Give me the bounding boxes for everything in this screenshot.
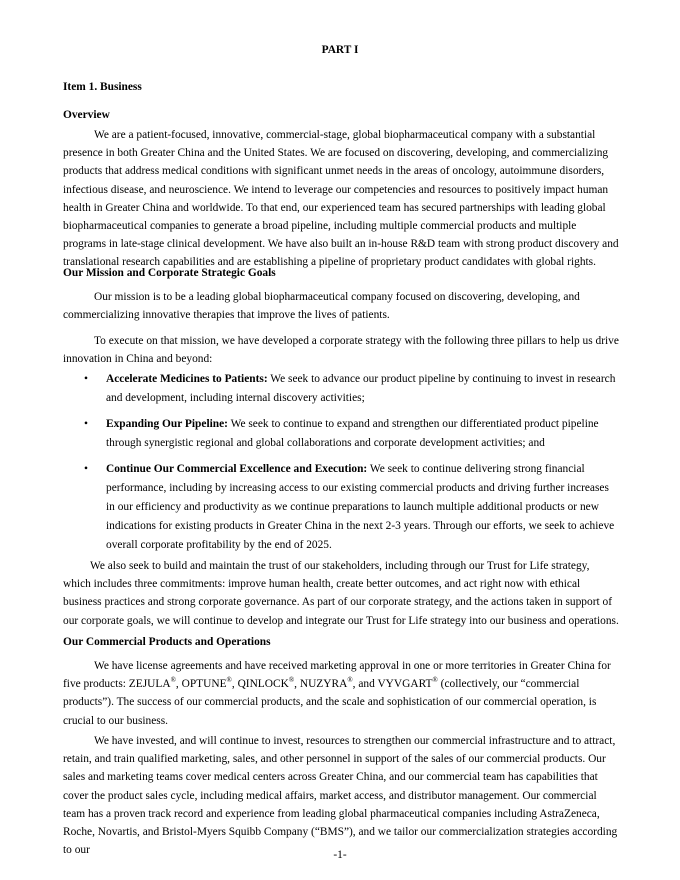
- product-name: OPTUNE: [181, 678, 227, 691]
- text: (collectively, our “commercial products”). The success of our commercial products, and the scale and sophistication of our commercial operation, is crucial to our business.: [63, 678, 597, 727]
- bullet-icon: •: [84, 463, 88, 475]
- item-heading: Item 1. Business: [63, 81, 142, 93]
- commercial-paragraph-1: [63, 657, 619, 730]
- registered-mark: ®: [226, 676, 232, 685]
- registered-mark: ®: [288, 676, 295, 685]
- mission-paragraph: Our mission is to be a leading global biopharmaceutical company focused on discovering, developing, and commercializing innovative therapies that improve the lives of patients.: [63, 291, 580, 322]
- bullet-lead: Continue Our Commercial Excellence and Execution:: [106, 463, 368, 475]
- bullet-text: We seek to continue delivering strong financial performance, including by increasing access to our existing commercial products and driving further increases in our efficiency and productivity as we continue preparations to launch multiple additional products or new indications for existing products in Greater China in the next 2-3 years. Through our efforts, we seek to achieve overall corporate profitability by the end of 2025.: [106, 463, 615, 551]
- text: ,: [231, 678, 238, 691]
- list-item: [63, 415, 619, 453]
- strategy-paragraph: To execute on that mission, we have developed a corporate strategy with the following three pillars to help us drive innovation in China and beyond:: [63, 335, 619, 366]
- commercial-heading: Our Commercial Products and Operations: [63, 636, 271, 648]
- page-number: -1-: [333, 849, 347, 861]
- list-item: [63, 370, 619, 408]
- bullet-icon: •: [84, 418, 88, 430]
- part-title: PART I: [321, 44, 359, 56]
- registered-mark: ®: [170, 676, 176, 685]
- bullet-text: We seek to advance our product pipeline by continuing to invest in research and development, including internal discovery activities;: [106, 373, 616, 404]
- list-item: [63, 460, 619, 555]
- commercial-paragraph-2: We have invested, and will continue to invest, resources to strengthen our commercial infrastructure and to attract, retain, and train qualified marketing, sales, and other personnel in support of the sales of our commercial products. Our sales and marketing teams cover medical centers across Greater China, and our commercial team has capabilities that cover the product sales cycle, including medical affairs, market access, and distributor management. Our commercial team has a proven track record and experience from leading global pharmaceutical companies including AstraZeneca, Roche, Novartis, and Bristol-Myers Squibb Company (“BMS”), and we tailor our commercialization strategies according to our: [63, 735, 618, 857]
- bullet-icon: •: [84, 373, 88, 385]
- strategy-pillars-list: [63, 370, 619, 562]
- registered-mark: ®: [432, 676, 438, 685]
- product-name: VYVGART: [377, 678, 433, 691]
- mission-heading: Our Mission and Corporate Strategic Goals: [63, 267, 276, 279]
- overview-heading: Overview: [63, 109, 110, 121]
- text: , and: [352, 678, 378, 691]
- product-name: QINLOCK: [237, 678, 289, 691]
- bullet-lead: Expanding Our Pipeline:: [106, 418, 228, 430]
- text: ,: [294, 678, 300, 691]
- bullet-lead: Accelerate Medicines to Patients:: [106, 373, 268, 385]
- trust-paragraph: We also seek to build and maintain the trust of our stakeholders, including through our Trust for Life strategy, which includes three commitments: improve human health, create better outcomes, and act right now with ethical business practices and strong corporate governance. As part of our corporate strategy, and the actions taken in support of our corporate goals, we will continue to develop and integrate our Trust for Life strategy into our business and operations.: [63, 560, 619, 627]
- product-name: ZEJULA: [128, 678, 171, 691]
- product-name: NUZYRA: [299, 678, 348, 691]
- registered-mark: ®: [347, 676, 353, 685]
- text: ,: [175, 678, 182, 691]
- bullet-text: We seek to continue to expand and strengthen our differentiated product pipeline through synergistic regional and global collaborations and corporate development activities; and: [106, 418, 599, 449]
- text: We have license agreements and have received marketing approval in one or more territories in Greater China for five products:: [63, 660, 611, 691]
- overview-paragraph: We are a patient-focused, innovative, commercial-stage, global biopharmaceutical company with a substantial presence in both Greater China and the United States. We are focused on discovering, developing, and commercializing products that address medical conditions with significant unmet needs in the areas of oncology, autoimmune disorders, infectious disease, and neuroscience. We intend to leverage our competencies and resources to positively impact human health in Greater China and worldwide. To that end, our experienced team has secured partnerships with leading global biopharmaceutical companies to generate a broad pipeline, including multiple commercial products and multiple programs in late-stage clinical development. We have also built an in-house R&D team with strong product discovery and translational research capabilities and are establishing a pipeline of proprietary product candidates with global rights.: [63, 129, 619, 269]
